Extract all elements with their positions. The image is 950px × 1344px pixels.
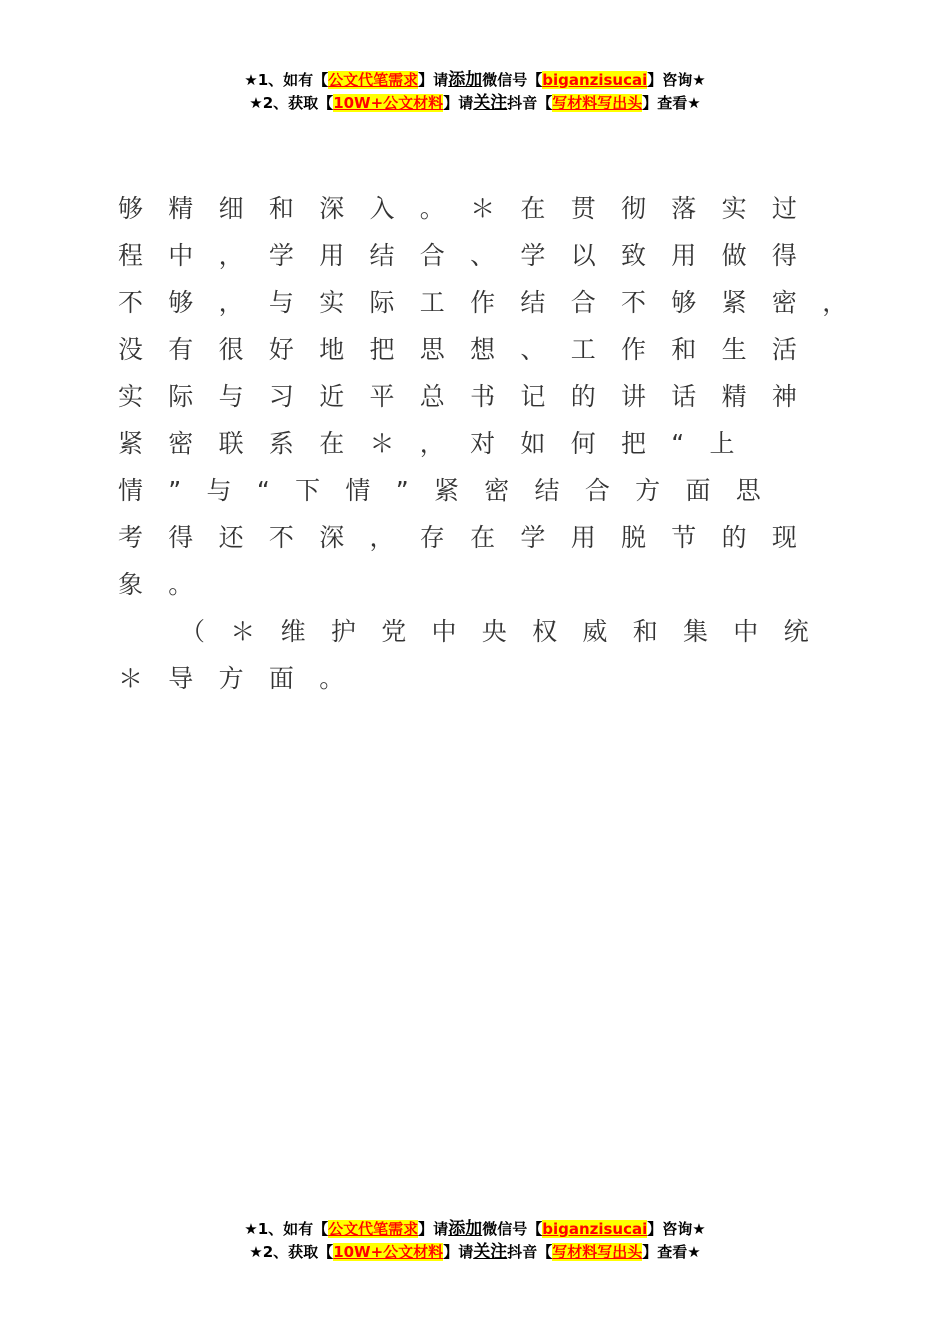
douyin-account: 写材料写出头: [552, 1243, 643, 1261]
highlight-materials: 10W+公文材料: [333, 1243, 444, 1261]
body-line: 象。: [118, 570, 219, 599]
document-body: [118, 185, 873, 702]
body-line: 考得还不深，存在学用脱节的现: [118, 523, 823, 552]
body-line: ＊导方面。: [118, 664, 370, 693]
section-heading: （＊维护党中央权威和集中统: [180, 617, 834, 646]
body-line: 没有很好地把思想、工作和生活: [118, 335, 823, 364]
footer-banner: [0, 1218, 950, 1264]
banner-line-1: ★1、如有【公文代笔需求】请添加微信号【biganzisucai】咨询★: [244, 70, 706, 90]
body-line: 不够，与实际工作结合不够紧密，: [118, 288, 873, 317]
body-line: 够精细和深入。＊在贯彻落实过: [118, 194, 823, 223]
highlight-service: 公文代笔需求: [328, 71, 419, 89]
body-line: 实际与习近平总书记的讲话精神: [118, 382, 823, 411]
wechat-id: biganzisucai: [542, 71, 648, 89]
banner-line-2: ★2、获取【10W+公文材料】请关注抖音【写材料写出头】查看★: [249, 1242, 701, 1262]
wechat-id: biganzisucai: [542, 1220, 648, 1238]
banner-line-1: ★1、如有【公文代笔需求】请添加微信号【biganzisucai】咨询★: [244, 1219, 706, 1239]
highlight-materials: 10W+公文材料: [333, 94, 444, 112]
highlight-service: 公文代笔需求: [328, 1220, 419, 1238]
body-line: 紧密联系在＊，对如何把“上: [118, 429, 760, 458]
header-banner: [0, 69, 950, 115]
douyin-account: 写材料写出头: [552, 94, 643, 112]
body-line: 程中，学用结合、学以致用做得: [118, 241, 823, 270]
banner-line-2: ★2、获取【10W+公文材料】请关注抖音【写材料写出头】查看★: [249, 93, 701, 113]
body-line: 情”与“下情”紧密结合方面思: [118, 476, 787, 505]
